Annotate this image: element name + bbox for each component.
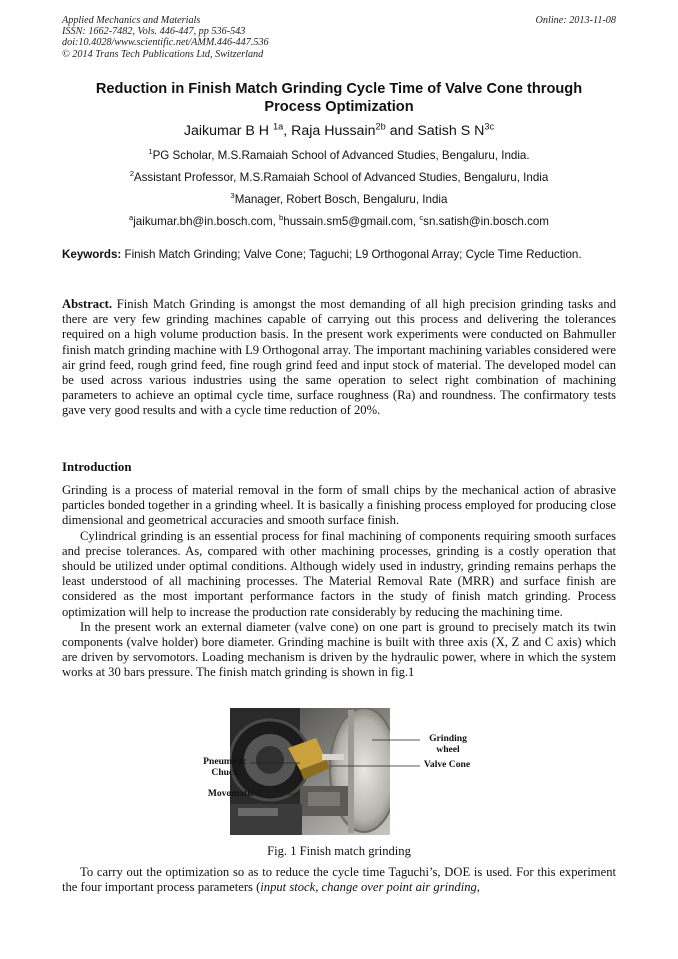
journal-name: Applied Mechanics and Materials — [62, 15, 201, 26]
email-b: hussain.sm5@gmail.com, — [283, 215, 420, 228]
affiliation-1-text: PG Scholar, M.S.Ramaiah School of Advanced Studies, Bengaluru, India. — [152, 149, 530, 162]
author-1-sup: 1a — [272, 121, 284, 132]
abstract-label: Abstract. — [62, 297, 113, 311]
author-2: , Raja Hussain — [283, 123, 376, 139]
email-c: sn.satish@in.bosch.com — [423, 215, 549, 228]
abstract-text: Finish Match Grinding is amongst the most demanding of all high precision grinding tasks and there are very few grinding machines capable of carrying out this process and delivering the tolerances required on a high volume production basis. In the present work experiments were conducted on Bahmuller finish match grinding machine with L9 Orthogonal array. The important machining variables considered were air grind feed, rough grind feed, fine rough grind feed and input stock of material. The developed model can be used across various industries using the same operation to select right combination of machining parameters to achieve an optimal cycle time, surface roughness (Ra) and roundness. The confirmatory tests gave very good results and with a cycle time reduction of 20%. — [62, 297, 616, 418]
final-paragraph — [62, 865, 616, 895]
email-a-sup: a — [129, 213, 134, 223]
intro-paragraph-2: Cylindrical grinding is an essential process for final machining of components requiring smooth surfaces and precise tolerances. As, compared with other machining processes, grinding is a costly operation that should be utilized under optimal conditions. Although widely used in industry, grinding remains perhaps the least understood of all machining processes. The Material Removal Rate (MRR) and surface finish are considered as the most important performance factors in the study of finish match grinding. Process optimization will help to increase the production rate considerably by reducing the machining time. — [62, 528, 616, 619]
affiliation-3-sup: 3 — [230, 191, 235, 201]
intro-paragraph-3: In the present work an external diameter (valve cone) on one part is ground to precisely match its twin components (valve holder) bore diameter. Grinding machine is built with three axis (X, Z and C axis) which are driven by servomotors. Loading mechanism is driven by the hydraulic power, where in which the system works at 30 bars pressure. The finish match grinding is shown in fig.1 — [62, 619, 616, 680]
intro-paragraph-1: Grinding is a process of material removal in the form of small chips by the mechanical action of abrasive particles bonded together in a grinding wheel. It is basically a finishing process employed for producing close dimensional and geometrical accuracies and smooth surface finish. — [62, 483, 616, 528]
email-b-sup: b — [279, 213, 284, 223]
figure-1-caption: Fig. 1 Finish match grinding — [267, 844, 411, 858]
affiliation-3-text: Manager, Robert Bosch, Bengaluru, India — [234, 193, 448, 206]
introduction-heading: Introduction — [62, 460, 132, 474]
affiliation-2-sup: 2 — [129, 169, 134, 179]
label-pneumatic-chuck: Pneumatic Chuck — [203, 756, 247, 778]
keywords-text: Finish Match Grinding; Valve Cone; Taguchi; L9 Orthogonal Array; Cycle Time Reduction. — [121, 248, 582, 261]
affiliation-1-sup: 1 — [148, 147, 153, 157]
email-c-sup: c — [419, 213, 424, 223]
author-2-sup: 2b — [375, 121, 386, 132]
journal-doi: doi:10.4028/www.scientific.net/AMM.446-447.536 — [62, 37, 269, 49]
label-grinding-wheel: Grinding wheel — [429, 733, 467, 755]
title-line-1: Reduction in Finish Match Grinding Cycle Time of Valve Cone through — [95, 81, 583, 97]
email-a: jaikumar.bh@in.bosch.com, — [133, 215, 280, 228]
final-text-italic: input stock, change over point air grinding, — [260, 880, 480, 895]
final-text: To carry out the optimization so as to reduce the cycle time Taguchi’s, DOE is used. For this experiment the four important process parameters ( — [62, 865, 616, 895]
keywords-label: Keywords: — [62, 248, 122, 261]
journal-issn: ISSN: 1662-7482, Vols. 446-447, pp 536-543 — [62, 26, 246, 38]
title-line-2: Process Optimization — [264, 99, 414, 115]
journal-copyright: © 2014 Trans Tech Publications Ltd, Switzerland — [62, 48, 264, 60]
author-3-sup: 3c — [484, 121, 495, 132]
affiliation-2-text: Assistant Professor, M.S.Ramaiah School of Advanced Studies, Bengaluru, India — [133, 171, 549, 184]
online-date: Online: 2013-11-08 — [535, 15, 616, 26]
author-3: and Satish S N — [385, 123, 485, 139]
label-movomatic: Movomatic — [207, 788, 255, 799]
label-valve-cone: Valve Cone — [423, 759, 471, 770]
author-1: Jaikumar B H — [183, 123, 273, 139]
